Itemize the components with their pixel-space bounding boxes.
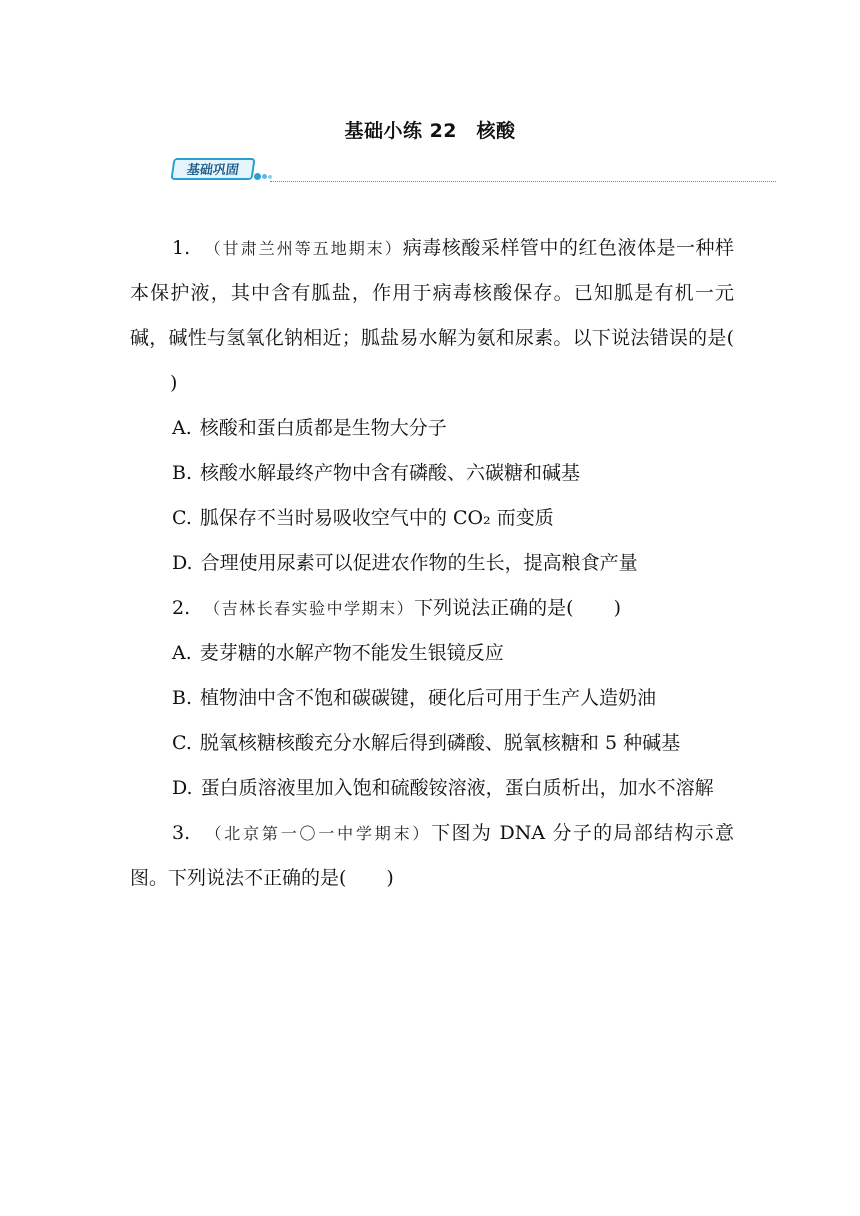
option-b: B. 植物油中含不饱和碳碳键，硬化后可用于生产人造奶油	[172, 687, 657, 709]
option-c: C. 胍保存不当时易吸收空气中的 CO₂ 而变质	[172, 507, 554, 529]
question-source: （甘肃兰州等五地期末）	[204, 239, 403, 258]
option-a: A. 核酸和蛋白质都是生物大分子	[172, 417, 447, 439]
section-divider	[270, 181, 776, 182]
option-d: D. 合理使用尿素可以促进农作物的生长，提高粮食产量	[172, 552, 638, 574]
option-c: C. 脱氧核糖核酸充分水解后得到磷酸、脱氧核糖和 5 种碱基	[172, 732, 681, 754]
question-number: 1.	[172, 237, 191, 259]
question-number: 3.	[172, 822, 191, 844]
question-text: 下列说法正确的是(	[414, 597, 574, 619]
question-number: 2.	[172, 597, 191, 619]
question-text: 病毒核酸采样管中的红色液体是一种样本保护液，其中含有胍盐，作用于病毒核酸保存。已知胍是有机一元碱，碱性与氢氧化钠相近；胍盐易水解为氨和尿素。以下说法错误的是(	[130, 237, 734, 349]
option-d: D. 蛋白质溶液里加入饱和硫酸铵溶液，蛋白质析出，加水不溶解	[172, 777, 714, 799]
question-1: 1. （甘肃兰州等五地期末）病毒核酸采样管中的红色液体是一种样本保护液，其中含有胍盐，作用于病毒核酸保存。已知胍是有机一元碱，碱性与氢氧化钠相近；胍盐易水解为氨和尿素。以下说法错误的是()	[130, 237, 734, 394]
option-b: B. 核酸水解最终产物中含有磷酸、六碳糖和碱基	[172, 462, 581, 484]
section-banner	[172, 156, 776, 186]
question-source: （北京第一〇一中学期末）	[204, 824, 432, 843]
question-list	[130, 226, 734, 901]
question-text: 下图为 DNA 分子的局部结构示意图。下列说法不正确的是(	[130, 822, 734, 889]
option-a: A. 麦芽糖的水解产物不能发生银镜反应	[172, 642, 504, 664]
section-label: 基础巩固	[170, 158, 255, 180]
page-title: 基础小练 22 核酸	[344, 120, 516, 142]
question-3: 3. （北京第一〇一中学期末）下图为 DNA 分子的局部结构示意图。下列说法不正确的是( )	[130, 822, 734, 889]
question-2: 2. （吉林长春实验中学期末）下列说法正确的是( )	[172, 597, 621, 619]
question-source: （吉林长春实验中学期末）	[204, 599, 415, 618]
